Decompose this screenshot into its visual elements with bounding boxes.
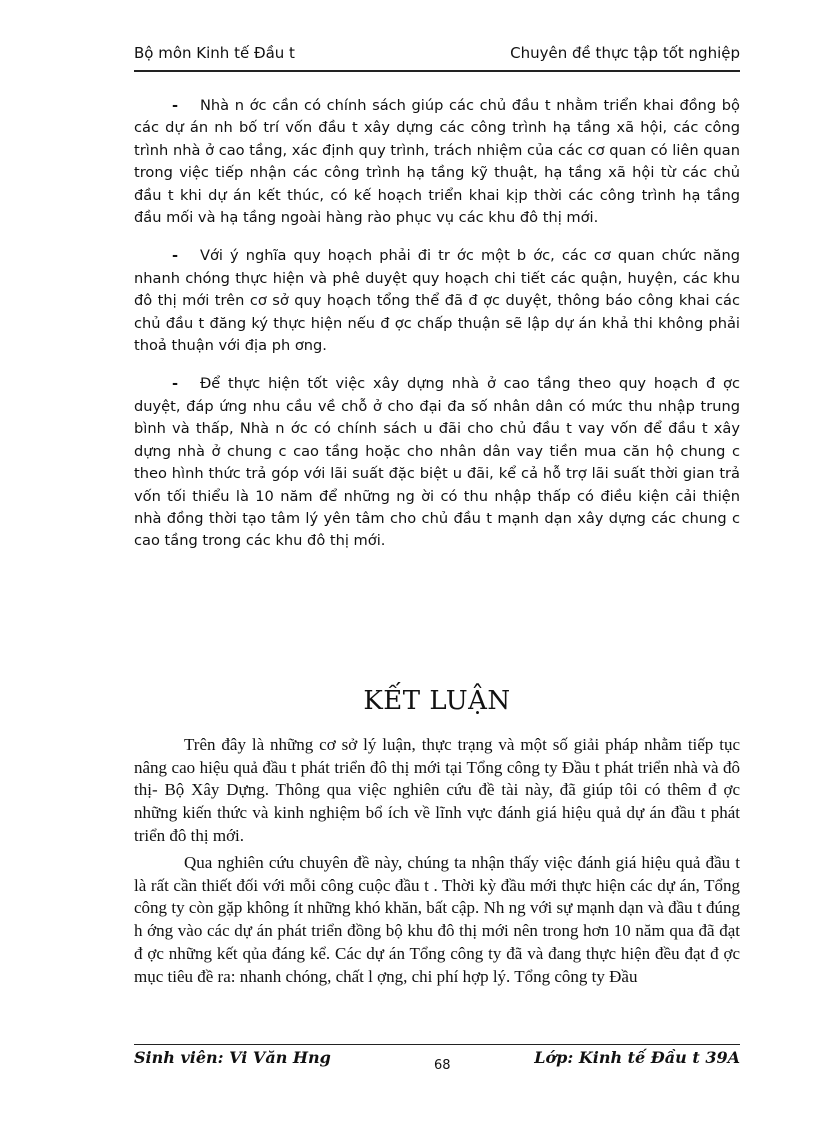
page-footer <box>134 1048 740 1078</box>
header-report-type: Chuyên đề thực tập tốt nghiệp <box>510 44 740 62</box>
footer-rule <box>134 1044 740 1045</box>
bullet-marker: - <box>172 97 179 114</box>
header-rule <box>134 70 740 72</box>
recommendation-item <box>134 245 740 357</box>
bullet-marker: - <box>172 247 179 265</box>
recommendations-list <box>134 95 740 553</box>
page-number: 68 <box>434 1058 451 1073</box>
footer-student: Sinh viên: Vi Văn Hng <box>134 1048 331 1067</box>
conclusion-title: KẾT LUẬN <box>363 686 511 716</box>
footer-class: Lớp: Kinh tế Đầu t 39A <box>534 1048 740 1067</box>
recommendation-item <box>134 95 740 229</box>
conclusion-paragraph: Trên đây là những cơ sở lý luận, thực trạng và một số giải pháp nhằm tiếp tục nâng cao hiệu quả đầu t phát triển đô thị mới tại Tổng công ty Đầu t phát triển nhà và đô thị- Bộ Xây Dựng. Thông qua việc nghiên cứu đề tài này, đã giúp tôi có thêm đ ợc những kiến thức và kinh nghiệm bổ ích về lĩnh vực đánh giá hiệu quả dự án đầu t phát triển đô thị mới. <box>134 735 740 845</box>
recommendation-item <box>134 373 740 552</box>
recommendation-text: Để thực hiện tốt việc xây dựng nhà ở cao tầng theo quy hoạch đ ợc duyệt, đáp ứng nhu cầu về chỗ ở cho đại đa số nhân dân có mức thu nhập trung bình và thấp, Nhà n ớc có chính sách u đãi cho chủ đầu t vay vốn để đầu t xây dựng nhà ở chung c cao tầng hoặc cho nhân dân vay tiền mua căn hộ chung c theo hình thức trả góp với lãi suất đặc biệt u đãi, kể cả hỗ trợ lãi suất thời gian trả vốn tối thiểu là 10 năm để những ng ời có thu nhập thấp có điều kiện cải thiện nhà đồng thời tạo tâm lý yên tâm cho chủ đầu t mạnh dạn xây dựng các chung c cao tầng trong các khu đô thị mới. <box>134 375 740 550</box>
header-department: Bộ môn Kinh tế Đầu t <box>134 44 295 62</box>
recommendation-text: Với ý nghĩa quy hoạch phải đi tr ớc một b ớc, các cơ quan chức năng nhanh chóng thực hiện và phê duyệt quy hoạch chi tiết các quận, huyện, các khu đô thị mới trên cơ sở quy hoạch tổng thể đã đ ợc duyệt, thông báo công khai các chủ đầu t đăng ký thực hiện nếu đ ợc chấp thuận sẽ lập dự án khả thi không phải thoả thuận với địa ph ơng. <box>134 247 740 355</box>
bullet-marker: - <box>172 375 179 393</box>
conclusion-paragraph: Qua nghiên cứu chuyên đề này, chúng ta nhận thấy việc đánh giá hiệu quả đầu t là rất cần thiết đối với mỗi công cuộc đầu t . Thời kỳ đầu mới thực hiện các dự án, Tổng công ty còn gặp không ít những khó khăn, bất cập. Nh ng với sự mạnh dạn và đầu t đúng h ớng vào các dự án phát triển đồng bộ khu đô thị mới nên trong hơn 10 năm qua đã đạt đ ợc những kết qủa đáng kể. Các dự án Tổng công ty đã và đang thực hiện đều đạt đ ợc mục tiêu đề ra: nhanh chóng, chất l ợng, chi phí hợp lý. Tổng công ty Đầu <box>134 853 740 986</box>
recommendation-text: Nhà n ớc cần có chính sách giúp các chủ đầu t nhằm triển khai đồng bộ các dự án nh bố trí vốn đầu t xây dựng các công trình hạ tầng xã hội, các công trình nhà ở cao tầng, xác định quy trình, trách nhiệm của các cơ quan có liên quan trong việc tiếp nhận các công trình hạ tầng kỹ thuật, hạ tầng xã hội từ các chủ đầu t khi dự án kết thúc, có kế hoạch triển khai kịp thời các công trình hạ tầng đầu mối và hạ tầng ngoài hàng rào phục vụ các khu đô thị mới. <box>134 97 740 227</box>
page-header <box>134 44 740 68</box>
